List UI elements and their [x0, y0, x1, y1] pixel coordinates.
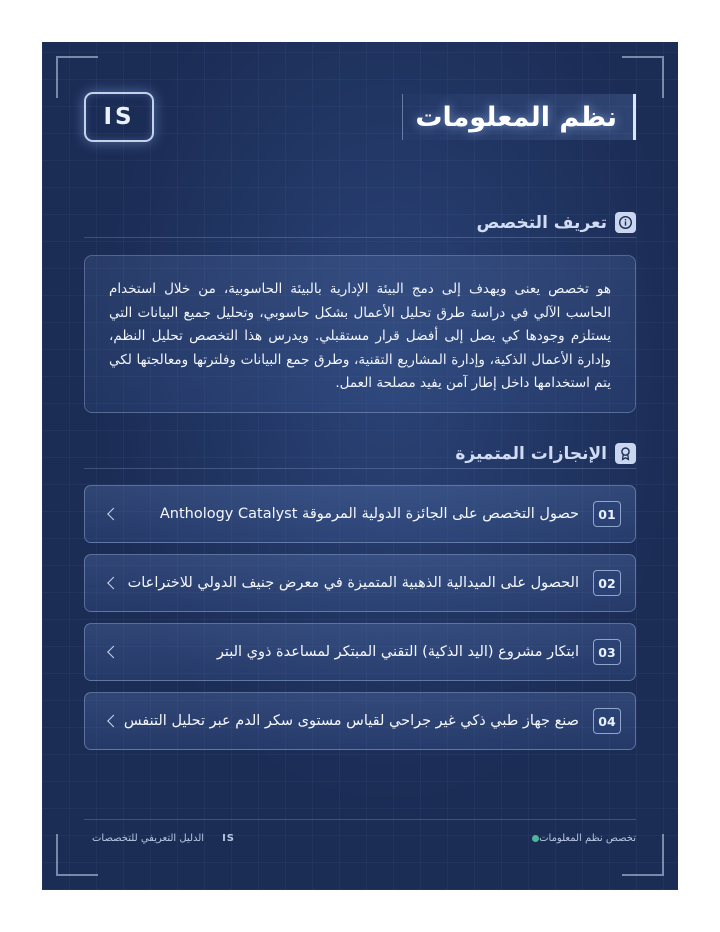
achievement-number: 01 — [593, 501, 621, 527]
achievement-number: 03 — [593, 639, 621, 665]
achievement-text: ابتكار مشروع (اليد الذكية) التقني المبتكر لمساعدة ذوي البتر — [216, 644, 579, 660]
page — [42, 42, 678, 890]
footer-guide-text: الدليل التعريفي للتخصصات — [92, 833, 205, 844]
page-title: نظم المعلومات — [415, 101, 617, 133]
definition-text: هو تخصص يعنى ويهدف إلى دمج البيئة الإدارية بالبيئة الحاسوبية، من خلال استخدام الحاسب الآلي في دراسة طرق تحليل الأعمال بشكل حاسوبي، وتحليل جميع البيانات التي يستلزم وجودها كي يصل إلى أفضل قرار مستقبلي. ويدرس هذا التخصص تحليل النظم، وإدارة الأعمال الذكية، وإدارة المشاريع التقنية، وطرق جمع البيانات وفلترتها ومعالجتها لكي يتم استخدامها داخل إطار آمن يفيد مصلحة العمل. — [109, 281, 611, 391]
achievement-text: حصول التخصص على الجائزة الدولية المرموقة Anthology Catalyst — [159, 506, 579, 522]
page-title-box — [402, 94, 636, 140]
achievements-section-header — [84, 439, 636, 469]
achievement-number: 04 — [593, 708, 621, 734]
achievements-list — [84, 485, 636, 761]
achievement-item[interactable] — [84, 692, 636, 750]
definition-heading: تعريف التخصص — [476, 212, 607, 233]
achievement-text: صنع جهاز طبي ذكي غير جراحي لقياس مستوى سكر الدم عبر تحليل التنفس — [123, 713, 579, 729]
status-dot-icon — [532, 835, 539, 842]
footer-guide-label — [92, 833, 235, 844]
major-code-badge: IS — [84, 92, 154, 142]
footer-major-label — [525, 833, 636, 844]
achievement-text: الحصول على الميدالية الذهبية المتميزة في معرض جنيف الدولي للاختراعات — [127, 575, 579, 591]
achievement-item[interactable] — [84, 554, 636, 612]
definition-card — [84, 255, 636, 413]
achievement-item[interactable] — [84, 623, 636, 681]
achievements-heading: الإنجازات المتميزة — [455, 443, 607, 464]
award-icon — [615, 443, 636, 464]
footer-major-text: تخصص نظم المعلومات — [539, 833, 636, 844]
footer-code: IS — [222, 833, 236, 844]
definition-section-header — [84, 208, 636, 238]
achievement-number: 02 — [593, 570, 621, 596]
footer-divider — [84, 819, 636, 820]
corner-frame-top-right — [622, 56, 664, 98]
achievement-item[interactable] — [84, 485, 636, 543]
info-icon — [615, 212, 636, 233]
